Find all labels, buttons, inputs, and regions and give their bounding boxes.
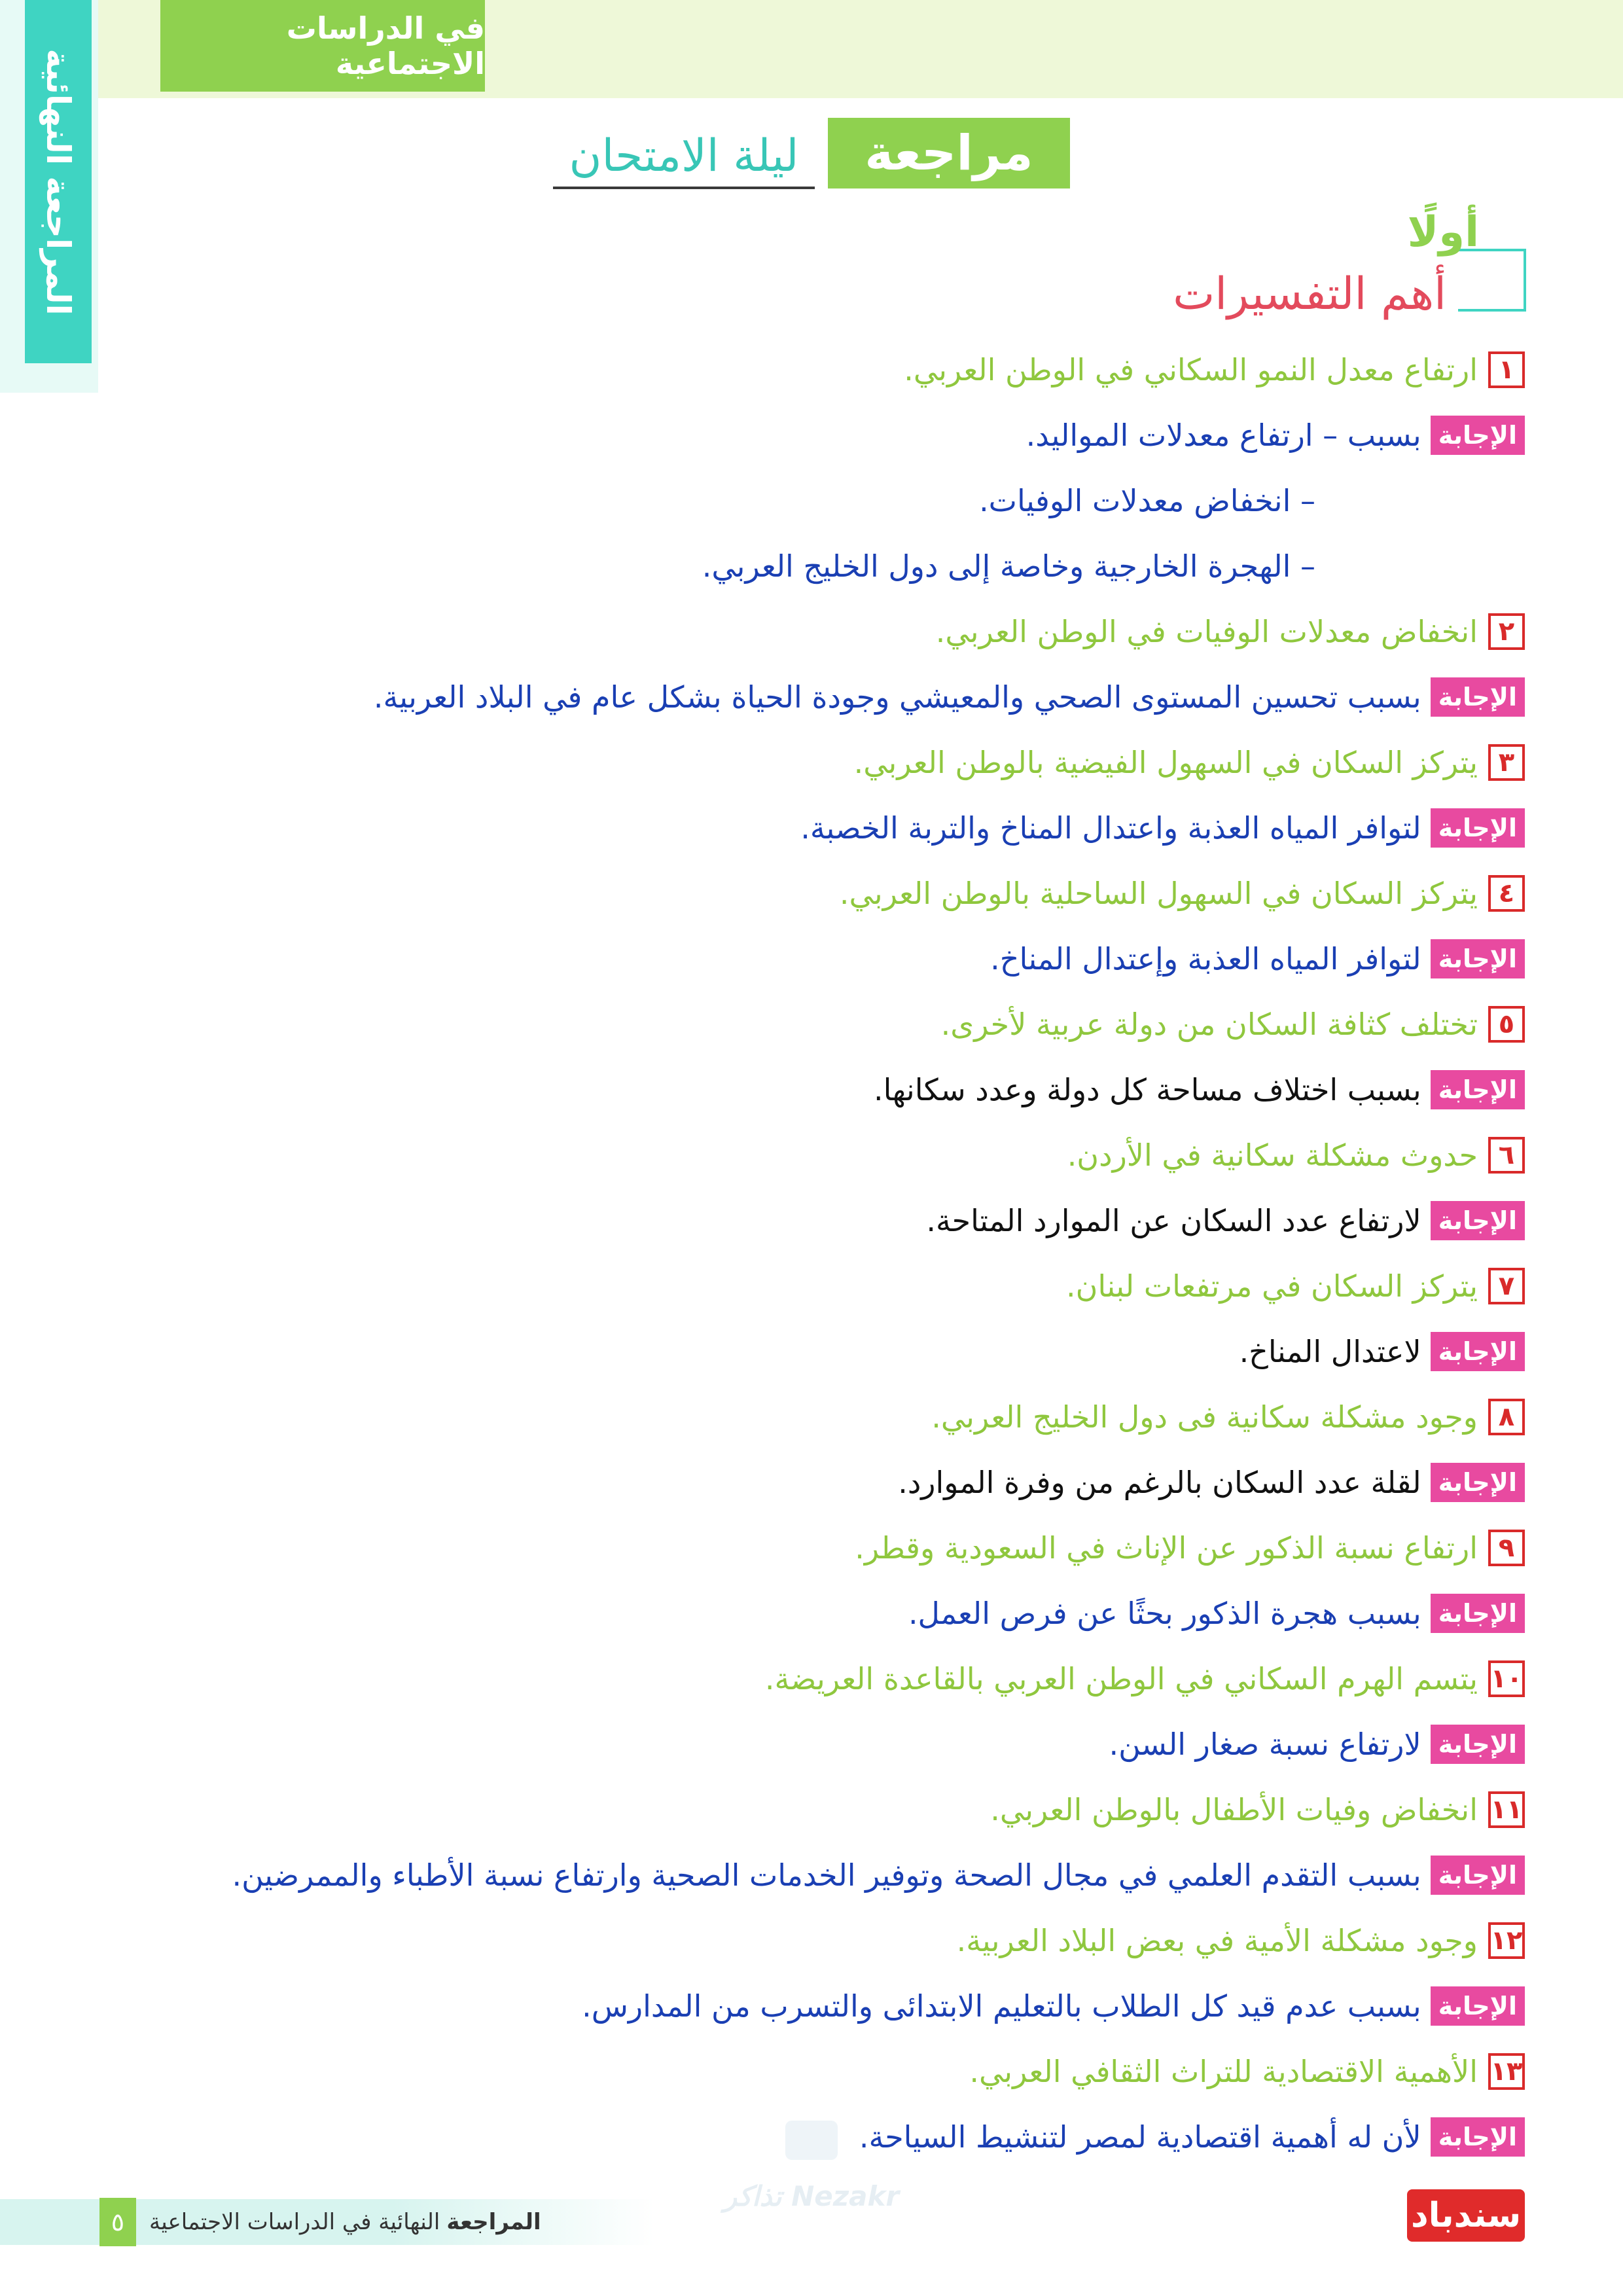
answer-row xyxy=(926,1194,1525,1247)
answer-text: لارتفاع عدد السكان عن الموارد المتاحة. xyxy=(926,1203,1421,1238)
answer-text: لتوافر المياه العذبة وإعتدال المناخ. xyxy=(990,941,1421,977)
answer-row xyxy=(898,1456,1525,1509)
answer-text: لارتفاع نسبة صغار السن. xyxy=(1109,1727,1421,1762)
answer-text: لتوافر المياه العذبة واعتدال المناخ والتربة الخصبة. xyxy=(800,810,1421,846)
page-number: ٥ xyxy=(99,2198,136,2246)
answer-continuation: – الهجرة الخارجية وخاصة إلى دول الخليج العربي. xyxy=(702,548,1315,584)
answer-text: بسبب هجرة الذكور بحثًا عن فرص العمل. xyxy=(908,1596,1421,1631)
answer-text: بسبب اختلاف مساحة كل دولة وعدد سكانها. xyxy=(874,1072,1421,1107)
subtitle-underline xyxy=(553,187,815,189)
watermark-text: Nezakr تذاكر xyxy=(723,2180,900,2212)
question-number: ٣ xyxy=(1488,744,1525,781)
answer-row xyxy=(1026,409,1525,461)
section-heading: أهم التفسيرات xyxy=(1173,268,1446,320)
answer-row xyxy=(232,1849,1525,1901)
answer-badge: الإجابة xyxy=(1431,1856,1525,1895)
question-text: انخفاض معدلات الوفيات في الوطن العربي. xyxy=(935,614,1478,649)
footer-bold-text: المراجعة xyxy=(446,2209,541,2235)
question-number: ٨ xyxy=(1488,1399,1525,1435)
answer-text: لأن له أهمية اقتصادية لمصر لتنشيط السياحة. xyxy=(859,2119,1421,2155)
header-subject-tab: في الدراسات الاجتماعية xyxy=(160,0,485,92)
answer-badge: الإجابة xyxy=(1431,1201,1525,1240)
answer-row xyxy=(582,1980,1525,2032)
question-row xyxy=(1066,1260,1525,1312)
answer-row xyxy=(800,802,1525,854)
answer-text: بسبب – ارتفاع معدلات المواليد. xyxy=(1026,418,1421,453)
question-row xyxy=(957,1914,1525,1967)
question-row xyxy=(854,736,1525,789)
answer-badge: الإجابة xyxy=(1431,677,1525,717)
answer-row xyxy=(874,1064,1525,1116)
question-row xyxy=(990,1784,1525,1836)
question-text: يتركز السكان في السهول الفيضية بالوطن العربي. xyxy=(853,745,1478,780)
question-row xyxy=(840,867,1525,920)
question-row xyxy=(904,344,1525,396)
question-number: ٦ xyxy=(1488,1137,1525,1174)
page-title: مراجعة xyxy=(828,118,1070,188)
answer-text: لاعتدال المناخ. xyxy=(1239,1334,1421,1369)
page-subtitle: ليلة الامتحان xyxy=(569,130,799,182)
question-number: ٢ xyxy=(1488,613,1525,650)
publisher-logo: سندباد xyxy=(1407,2189,1525,2242)
answer-row xyxy=(990,933,1525,985)
question-text: يتركز السكان في مرتفعات لبنان. xyxy=(1066,1268,1478,1304)
question-number: ١٣ xyxy=(1488,2053,1525,2090)
question-text: يتسم الهرم السكاني في الوطن العربي بالقاعدة العريضة. xyxy=(764,1661,1478,1696)
question-number: ١٢ xyxy=(1488,1922,1525,1959)
section-ordinal: أولًا xyxy=(1407,208,1479,257)
answer-badge: الإجابة xyxy=(1431,1332,1525,1371)
answer-row xyxy=(374,671,1525,723)
question-text: انخفاض وفيات الأطفال بالوطن العربي. xyxy=(990,1792,1478,1827)
question-number: ١١ xyxy=(1488,1791,1525,1828)
question-text: الأهمية الاقتصادية للتراث الثقافي العربي. xyxy=(969,2054,1478,2089)
answer-badge: الإجابة xyxy=(1431,808,1525,848)
answer-badge: الإجابة xyxy=(1431,416,1525,455)
question-text: ارتفاع نسبة الذكور عن الإناث في السعودية وقطر. xyxy=(855,1530,1478,1566)
question-row xyxy=(936,605,1525,658)
answer-row xyxy=(859,2111,1525,2163)
answer-badge: الإجابة xyxy=(1431,939,1525,978)
question-row xyxy=(969,2045,1525,2098)
answer-row xyxy=(908,1587,1525,1640)
answer-text: بسبب التقدم العلمي في مجال الصحة وتوفير الخدمات الصحية وارتفاع نسبة الأطباء والممرضين. xyxy=(232,1857,1421,1893)
side-tab-label: المراجعة النهائية xyxy=(39,48,77,315)
answer-badge: الإجابة xyxy=(1431,1594,1525,1633)
answer-text: بسبب عدم قيد كل الطلاب بالتعليم الابتدائى والتسرب من المدارس. xyxy=(582,1988,1421,2024)
answer-row xyxy=(1240,1325,1525,1378)
answer-badge: الإجابة xyxy=(1431,1463,1525,1502)
question-number: ١٠ xyxy=(1488,1660,1525,1697)
question-text: وجود مشكلة سكانية فى دول الخليج العربي. xyxy=(931,1399,1478,1435)
question-number: ٥ xyxy=(1488,1006,1525,1043)
question-number: ٩ xyxy=(1488,1530,1525,1566)
question-number: ١ xyxy=(1488,351,1525,388)
question-row xyxy=(1067,1129,1525,1181)
answer-text: لقلة عدد السكان بالرغم من وفرة الموارد. xyxy=(898,1465,1421,1500)
answer-badge: الإجابة xyxy=(1431,1986,1525,2026)
question-text: ارتفاع معدل النمو السكاني في الوطن العربي. xyxy=(904,352,1478,387)
answer-text: بسبب تحسين المستوى الصحي والمعيشي وجودة الحياة بشكل عام في البلاد العربية. xyxy=(373,679,1421,715)
question-text: يتركز السكان في السهول الساحلية بالوطن العربي. xyxy=(839,876,1478,911)
footer-text xyxy=(149,2199,541,2245)
graduation-cap-icon xyxy=(785,2121,838,2160)
question-text: تختلف كثافة السكان من دولة عربية لأخرى. xyxy=(940,1007,1478,1042)
question-text: حدوث مشكلة سكانية في الأردن. xyxy=(1067,1138,1478,1173)
question-row xyxy=(941,998,1525,1050)
watermark xyxy=(723,2121,900,2212)
answer-continuation: – انخفاض معدلات الوفيات. xyxy=(979,483,1315,518)
answer-row xyxy=(1109,1718,1525,1770)
question-number: ٧ xyxy=(1488,1268,1525,1304)
footer-normal-text: النهائية في الدراسات الاجتماعية xyxy=(149,2209,440,2235)
question-row xyxy=(855,1522,1525,1574)
answer-badge: الإجابة xyxy=(1431,1725,1525,1764)
question-row xyxy=(931,1391,1525,1443)
question-text: وجود مشكلة الأمية في بعض البلاد العربية. xyxy=(956,1923,1478,1958)
question-row xyxy=(765,1653,1525,1705)
question-number: ٤ xyxy=(1488,875,1525,912)
answer-badge: الإجابة xyxy=(1431,2117,1525,2157)
answer-badge: الإجابة xyxy=(1431,1070,1525,1109)
